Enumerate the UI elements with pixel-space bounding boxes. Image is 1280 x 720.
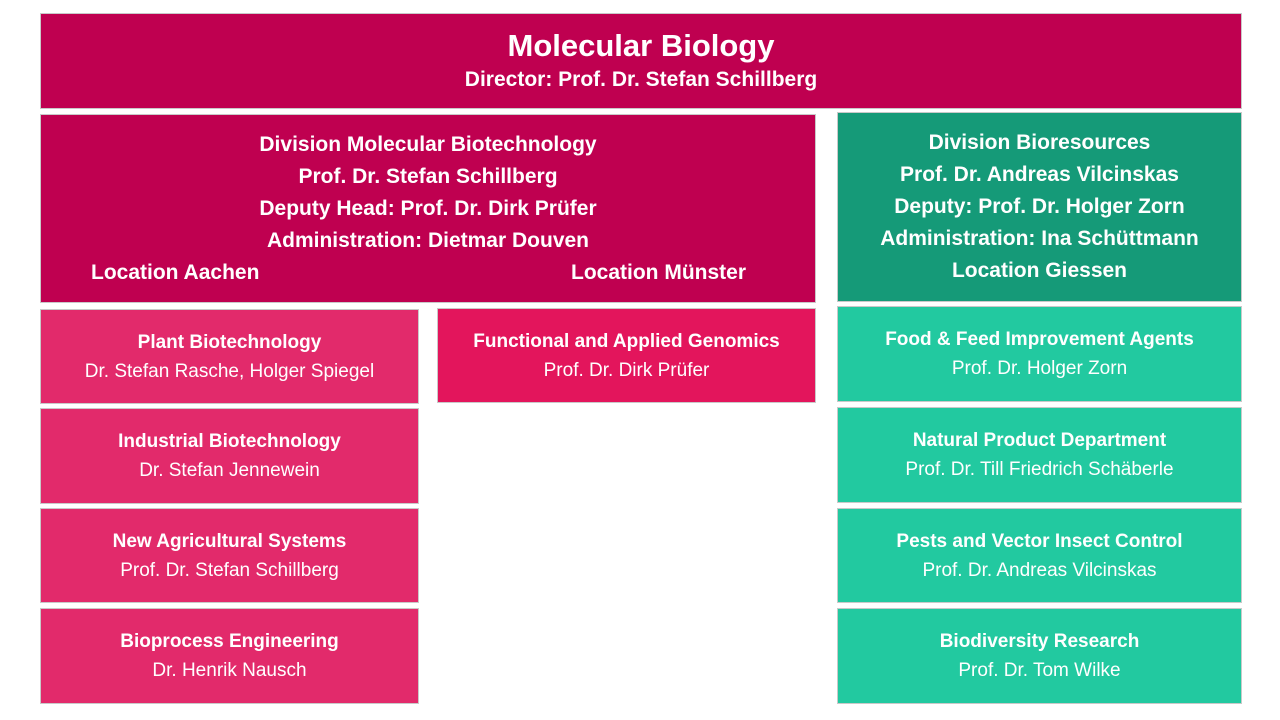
division-br-line: Administration: Ina Schüttmann xyxy=(880,227,1199,250)
department-name: New Agricultural Systems xyxy=(112,530,347,552)
department-head: Prof. Dr. Till Friedrich Schäberle xyxy=(905,459,1174,480)
department-box xyxy=(40,608,419,704)
department-head: Prof. Dr. Tom Wilke xyxy=(958,660,1121,681)
department-name: Plant Biotechnology xyxy=(137,331,322,353)
department-name: Natural Product Department xyxy=(912,430,1167,451)
department-head: Dr. Stefan Rasche, Holger Spiegel xyxy=(84,360,375,382)
division-molecular-biotechnology xyxy=(40,114,816,303)
department-name: Industrial Biotechnology xyxy=(118,431,341,452)
department-head: Prof. Dr. Dirk Prüfer xyxy=(543,359,710,381)
org-title: Molecular Biology xyxy=(507,28,775,63)
department-name: Pests and Vector Insect Control xyxy=(896,530,1183,552)
division-bioresources xyxy=(837,112,1242,302)
division-mb-line: Prof. Dr. Stefan Schillberg xyxy=(298,165,558,188)
division-mb-line: Division Molecular Biotechnology xyxy=(259,133,597,156)
department-name: Bioprocess Engineering xyxy=(120,631,339,652)
location-muenster: Location Münster xyxy=(571,261,747,284)
location-aachen: Location Aachen xyxy=(91,261,260,284)
division-mb-line: Deputy Head: Prof. Dr. Dirk Prüfer xyxy=(259,197,597,220)
department-box xyxy=(40,309,419,404)
department-box xyxy=(837,306,1242,402)
division-br-line: Prof. Dr. Andreas Vilcinskas xyxy=(900,163,1179,186)
org-director: Director: Prof. Dr. Stefan Schillberg xyxy=(464,68,818,91)
department-head: Dr. Henrik Nausch xyxy=(152,660,307,681)
department-box xyxy=(40,408,419,504)
department-box xyxy=(837,508,1242,603)
department-box xyxy=(837,608,1242,704)
department-box xyxy=(40,508,419,603)
division-br-line: Deputy: Prof. Dr. Holger Zorn xyxy=(894,195,1185,218)
department-name: Biodiversity Research xyxy=(939,631,1140,652)
division-br-line: Division Bioresources xyxy=(928,131,1151,154)
division-br-line: Location Giessen xyxy=(951,259,1128,282)
department-head: Prof. Dr. Andreas Vilcinskas xyxy=(922,559,1157,581)
department-name: Food & Feed Improvement Agents xyxy=(885,329,1194,350)
department-box xyxy=(837,407,1242,503)
division-mb-line: Administration: Dietmar Douven xyxy=(266,229,590,252)
department-name: Functional and Applied Genomics xyxy=(473,330,780,352)
department-head: Prof. Dr. Holger Zorn xyxy=(951,358,1128,379)
department-head: Dr. Stefan Jennewein xyxy=(139,460,320,481)
department-box xyxy=(437,308,816,403)
org-title-box xyxy=(40,13,1242,109)
department-head: Prof. Dr. Stefan Schillberg xyxy=(120,559,339,581)
